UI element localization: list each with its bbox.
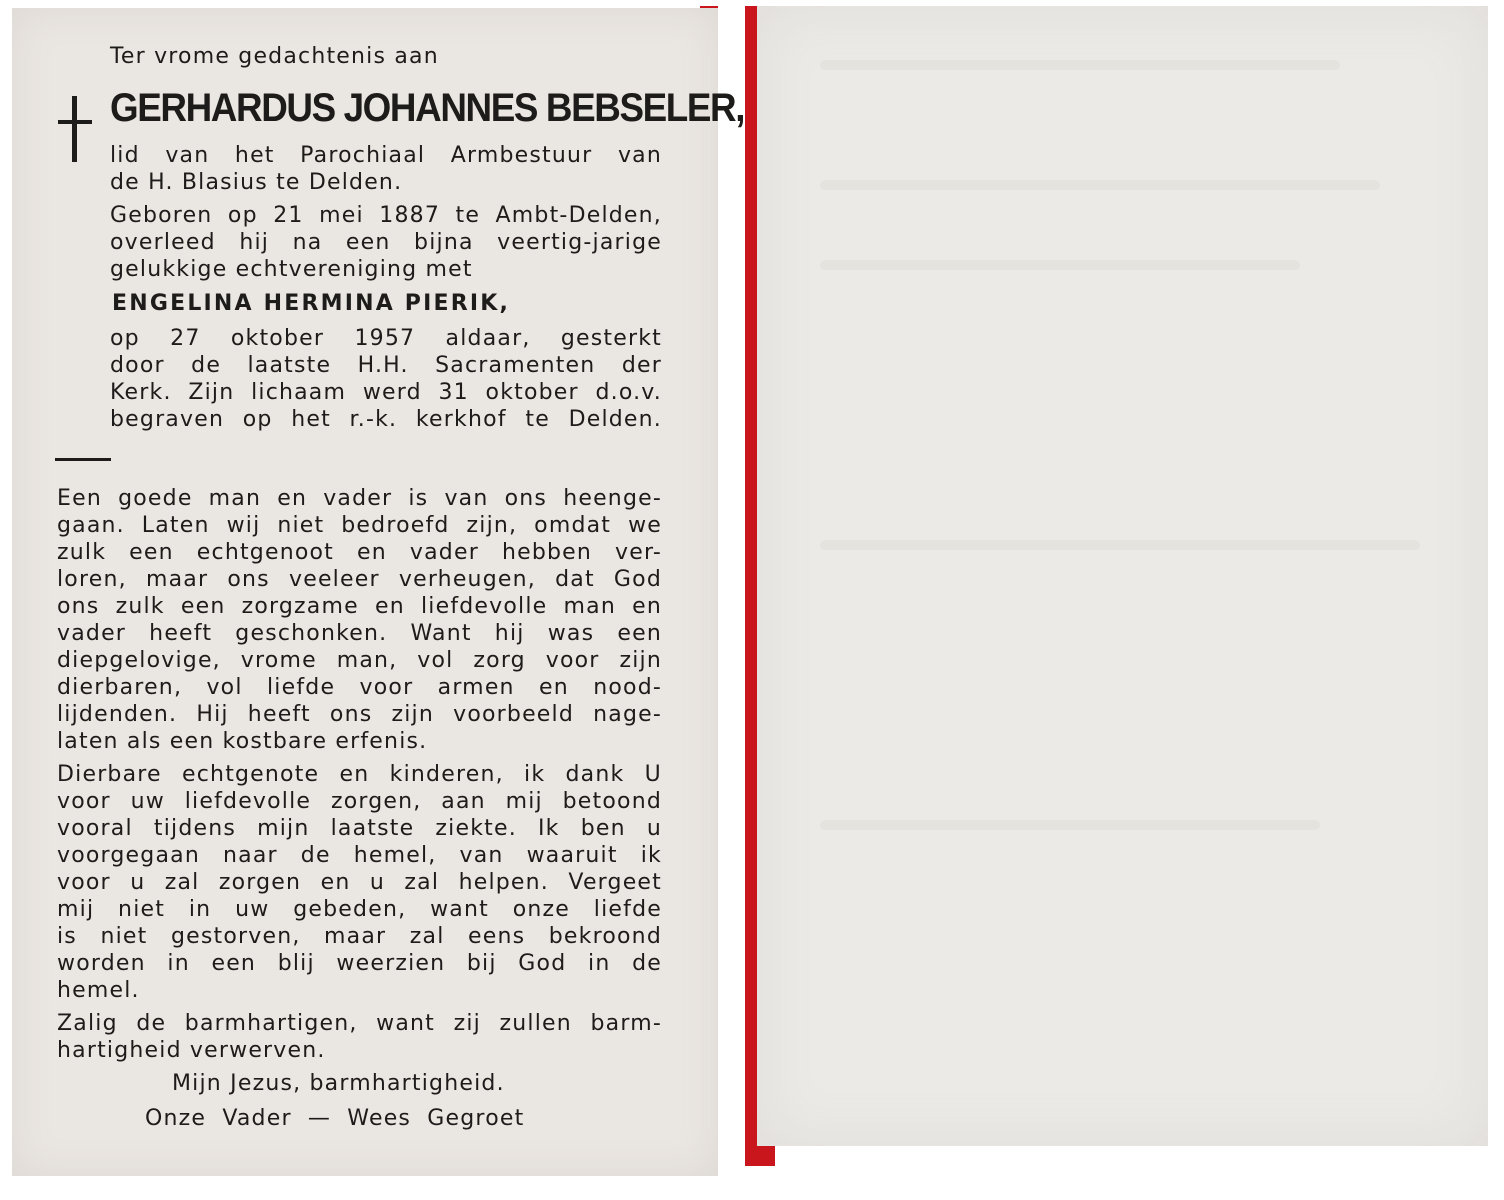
paragraph-line: hartigheid verwerven.	[57, 1038, 326, 1063]
bio-line: Geboren op 21 mei 1887 te Ambt-Delden,	[110, 203, 662, 228]
paragraph-line: ons zulk een zorgzame en liefdevolle man en	[57, 594, 662, 619]
paragraph-line: vader heeft geschonken. Want hij was een	[57, 621, 662, 646]
paragraph-line: dierbaren, vol liefde voor armen en nood-	[57, 675, 662, 700]
death-line: begraven op het r.-k. kerkhof te Delden.	[110, 407, 662, 432]
paragraph-line: Zalig de barmhartigen, want zij zullen barm-	[57, 1011, 662, 1036]
prayer-text: Mijn Jezus, barmhartigheid.	[172, 1071, 505, 1096]
bleed-through-shadow	[820, 60, 1340, 70]
cross-icon	[72, 96, 77, 162]
paragraph-line: vooral tijdens mijn laatste ziekte. Ik ben u	[57, 816, 662, 841]
bleed-through-shadow	[820, 180, 1380, 190]
paragraph-line: zulk een echtgenoot en vader hebben ver-	[57, 540, 662, 565]
paragraph-line: Dierbare echtgenote en kinderen, ik dank U	[57, 762, 662, 787]
paragraph-line: is niet gestorven, maar zal eens bekroond	[57, 924, 662, 949]
paragraph-line: mij niet in uw gebeden, want onze liefde	[57, 897, 662, 922]
death-line: Kerk. Zijn lichaam werd 31 oktober d.o.v.	[110, 380, 662, 405]
paragraph-line: loren, maar ons veeleer verheugen, dat God	[57, 567, 662, 592]
bleed-through-shadow	[820, 540, 1420, 550]
paragraph-line: voorgegaan naar de hemel, van waaruit ik	[57, 843, 662, 868]
paragraph-line: laten als een kostbare erfenis.	[57, 729, 428, 754]
bio-line: overleed hij na een bijna veertig-jarige	[110, 230, 662, 255]
death-line: door de laatste H.H. Sacramenten der	[110, 353, 662, 378]
paragraph-line: voor uw liefdevolle zorgen, aan mij betoond	[57, 789, 662, 814]
divider	[55, 458, 111, 461]
paragraph-line: hemel.	[57, 978, 140, 1003]
cross-icon-bar	[58, 120, 92, 124]
deceased-name: GERHARDUS JOHANNES BEBSELER,	[110, 86, 745, 130]
paragraph-line: Een goede man en vader is van ons heenge-	[57, 486, 662, 511]
memorial-card-back	[757, 6, 1488, 1146]
bleed-through-shadow	[820, 820, 1320, 830]
spouse-name: ENGELINA HERMINA PIERIK,	[112, 291, 511, 316]
bio-line: de H. Blasius te Delden.	[110, 170, 403, 195]
bio-line: gelukkige echtvereniging met	[110, 257, 473, 282]
closing-prayers: Onze Vader — Wees Gegroet	[145, 1106, 525, 1131]
paragraph-line: lijdenden. Hij heeft ons zijn voorbeeld nage-	[57, 702, 662, 727]
bleed-through-shadow	[820, 260, 1300, 270]
paragraph-line: gaan. Laten wij niet bedroefd zijn, omdat we	[57, 513, 662, 538]
paragraph-line: voor u zal zorgen en u zal helpen. Vergeet	[57, 870, 662, 895]
paragraph-line: diepgelovige, vrome man, vol zorg voor zijn	[57, 648, 662, 673]
intro-text: Ter vrome gedachtenis aan	[110, 44, 439, 69]
death-line: op 27 oktober 1957 aldaar, gesterkt	[110, 326, 662, 351]
bio-line: lid van het Parochiaal Armbestuur van	[110, 143, 662, 168]
paragraph-line: worden in een blij weerzien bij God in de	[57, 951, 662, 976]
